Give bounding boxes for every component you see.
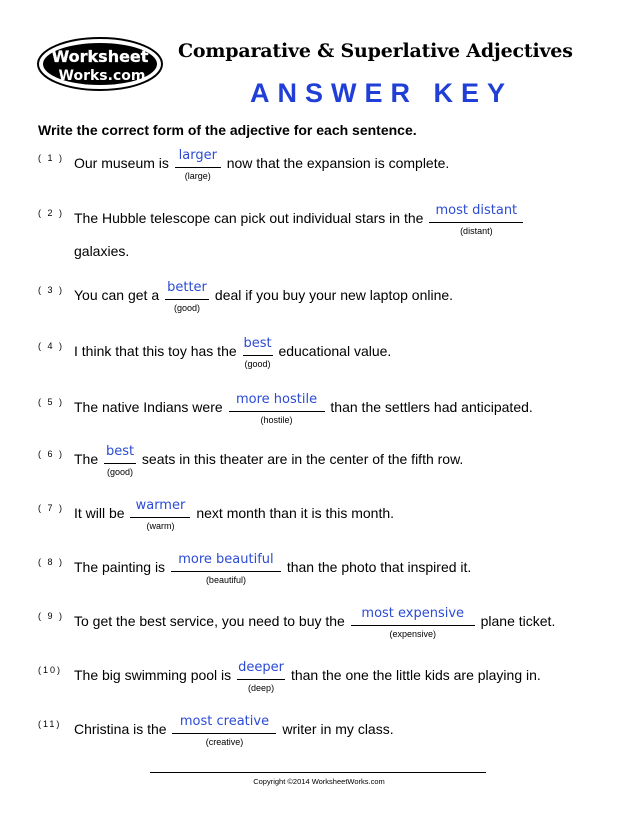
question-number: ( 1 ) xyxy=(38,153,65,163)
question-item xyxy=(0,500,638,560)
question-item xyxy=(0,608,638,668)
answer-text: more beautiful xyxy=(178,552,274,567)
answer-blank xyxy=(104,444,136,477)
sentence-before: It will be xyxy=(74,505,125,521)
adjective-hint: (good) xyxy=(244,359,271,369)
question-item xyxy=(0,150,638,210)
adjective-hint: (distant) xyxy=(460,226,493,236)
answer-text: most creative xyxy=(179,714,270,729)
question-item xyxy=(0,446,638,506)
answer-text: most distant xyxy=(435,203,518,218)
worksheetworks-logo xyxy=(36,36,164,92)
sentence xyxy=(74,444,464,477)
sentence-before: The Hubble telescope can pick out individual stars in the xyxy=(74,210,424,226)
adjective-hint: (beautiful) xyxy=(205,575,246,585)
sentence xyxy=(74,392,533,425)
question-item xyxy=(0,205,638,265)
question-number: (11) xyxy=(38,719,62,729)
sentence xyxy=(74,714,394,747)
sentence-before: You can get a xyxy=(74,287,160,303)
sentence xyxy=(74,660,541,693)
answer-text: better xyxy=(167,280,207,295)
adjective-hint: (deep) xyxy=(248,683,275,693)
answer-text: most expensive xyxy=(361,606,465,621)
question-item xyxy=(0,394,638,454)
question-number: ( 5 ) xyxy=(38,397,65,407)
sentence-before: The native Indians were xyxy=(74,399,223,415)
worksheet-title: Comparative & Superlative Adjectives xyxy=(178,40,573,62)
question-item xyxy=(0,282,638,342)
question-number: ( 6 ) xyxy=(38,449,65,459)
adjective-hint: (good) xyxy=(107,467,134,477)
question-number: ( 8 ) xyxy=(38,557,65,567)
sentence-after: writer in my class. xyxy=(282,721,394,737)
adjective-hint: (warm) xyxy=(146,521,175,531)
answer-blank xyxy=(171,552,281,585)
sentence xyxy=(74,552,472,585)
answer-text: larger xyxy=(178,148,217,163)
copyright-notice: Copyright ©2014 WorksheetWorks.com xyxy=(253,777,385,786)
answer-blank xyxy=(351,606,475,639)
sentence-before: The big swimming pool is xyxy=(74,667,232,683)
question-number: ( 3 ) xyxy=(38,285,65,295)
sentence-after: than the settlers had anticipated. xyxy=(330,399,533,415)
answer-blank xyxy=(237,660,285,693)
question-item xyxy=(0,662,638,722)
question-number: ( 2 ) xyxy=(38,208,65,218)
question-number: (10) xyxy=(38,665,63,675)
answer-blank xyxy=(229,392,325,425)
instructions: Write the correct form of the adjective for each sentence. xyxy=(38,122,417,138)
question-item xyxy=(0,338,638,398)
sentence xyxy=(74,148,450,181)
adjective-hint: (expensive) xyxy=(389,629,436,639)
sentence-after: than the photo that inspired it. xyxy=(286,559,472,575)
question-item xyxy=(0,554,638,614)
adjective-hint: (good) xyxy=(174,303,201,313)
answer-text: warmer xyxy=(135,498,186,513)
sentence-before: The painting is xyxy=(74,559,166,575)
logo-line1: Worksheet xyxy=(51,47,149,66)
answer-text: best xyxy=(243,336,272,351)
sentence-before: The xyxy=(74,451,99,467)
sentence xyxy=(74,336,392,369)
sentence-after: now that the expansion is complete. xyxy=(226,155,450,171)
answer-text: deeper xyxy=(238,660,284,675)
answer-text: more hostile xyxy=(235,392,318,407)
question-number: ( 9 ) xyxy=(38,611,65,621)
answer-blank xyxy=(243,336,273,369)
answer-blank xyxy=(172,714,276,747)
answer-blank xyxy=(175,148,221,181)
sentence-after: next month than it is this month. xyxy=(196,505,395,521)
answer-key-heading: ANSWER KEY xyxy=(250,78,514,108)
sentence-before: To get the best service, you need to buy the xyxy=(74,613,345,629)
question-number: ( 4 ) xyxy=(38,341,65,351)
question-number: ( 7 ) xyxy=(38,503,65,513)
sentence-after: plane ticket. xyxy=(480,613,556,629)
sentence-after: deal if you buy your new laptop online. xyxy=(214,287,454,303)
sentence xyxy=(74,498,395,531)
sentence-continuation: galaxies. xyxy=(74,243,130,259)
sentence-before: I think that this toy has the xyxy=(74,343,237,359)
answer-blank xyxy=(429,203,523,236)
answer-blank xyxy=(165,280,209,313)
sentence-before: Christina is the xyxy=(74,721,167,737)
sentence xyxy=(74,606,556,639)
logo-line2: Works.com xyxy=(58,68,146,84)
answer-blank xyxy=(130,498,190,531)
sentence-after: educational value. xyxy=(278,343,392,359)
answer-text: best xyxy=(105,444,135,459)
sentence-after: than the one the little kids are playing in. xyxy=(290,667,541,683)
question-item xyxy=(0,716,638,776)
adjective-hint: (hostile) xyxy=(260,415,293,425)
sentence-before: Our museum is xyxy=(74,155,169,171)
sentence xyxy=(74,280,454,313)
sentence-after: seats in this theater are in the center of the fifth row. xyxy=(141,451,464,467)
adjective-hint: (creative) xyxy=(205,737,244,747)
footer-divider xyxy=(150,772,486,773)
adjective-hint: (large) xyxy=(184,171,211,181)
sentence xyxy=(74,203,525,236)
